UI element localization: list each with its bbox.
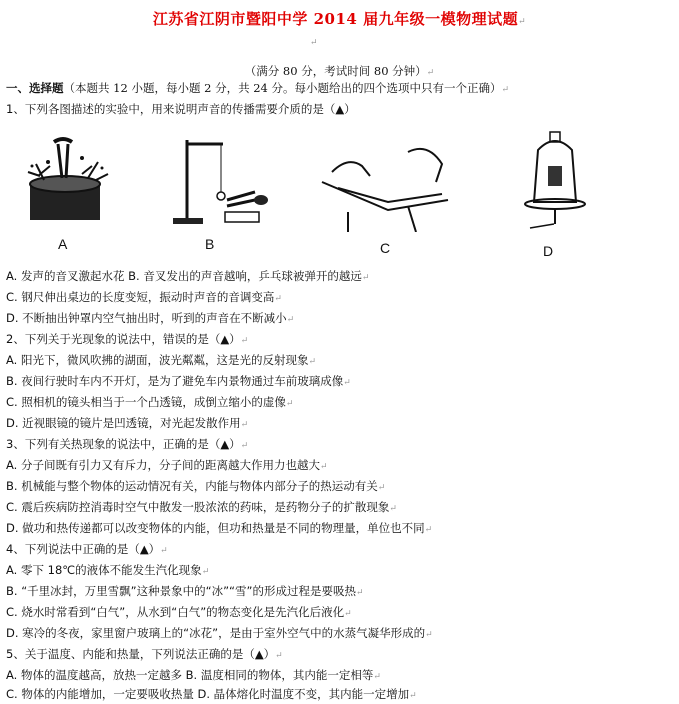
question-4-option-d <box>6 625 433 643</box>
figure-b-tuning-fork-ball <box>165 130 275 230</box>
question-3-option-a <box>6 457 328 475</box>
question-2-option-d <box>6 415 248 433</box>
paragraph-mark-icon: ↵ <box>160 546 168 556</box>
line-text: C. 钢尺伸出桌边的长度变短，振动时声音的音调变高 <box>6 290 275 304</box>
paragraph-mark-icon: ↵ <box>240 441 249 451</box>
line-text: C. 震后疾病防控消毒时空气中散发一股浓浓的药味，是药物分子的扩散现象 <box>6 500 390 514</box>
paragraph-mark-icon: ↵ <box>274 294 282 304</box>
exam-subtitle-text: （满分 80 分，考试时间 80 分钟） <box>244 64 427 78</box>
figure-label-c: C <box>380 240 391 256</box>
line-text: B. 夜间行驶时车内不开灯，是为了避免车内景物通过车前玻璃成像 <box>6 374 344 388</box>
question-5-stem <box>6 646 283 664</box>
line-text: C. 照相机的镜头相当于一个凸透镜，成倒立缩小的虚像 <box>6 395 286 409</box>
paragraph-mark-icon: ↵ <box>373 672 381 682</box>
line-text: A. 零下 18℃的液体不能发生汽化现象 <box>6 563 202 577</box>
question-4-stem <box>6 541 168 559</box>
question-5-option-ab <box>6 667 381 685</box>
bell-jar-illustration <box>520 128 590 238</box>
question-2-option-c <box>6 394 293 412</box>
figure-label-a: A <box>58 236 68 252</box>
section-instructions: （本题共 12 小题，每小题 2 分，共 24 分。每小题给出的四个选项中只有一个正确） <box>63 81 502 95</box>
line-text: D. 不断抽出钟罩内空气抽出时，听到的声音在不断减小 <box>6 311 287 325</box>
exam-title-text: 江苏省江阴市暨阳中学 2014 届九年级一模物理试题 <box>152 10 519 28</box>
paragraph-mark-icon: ↵ <box>501 85 510 95</box>
paragraph-mark-icon: ↵ <box>343 378 351 388</box>
paragraph-mark-icon: ↵ <box>275 651 283 661</box>
paragraph-mark-icon: ↵ <box>310 38 318 48</box>
question-1-stem <box>6 101 356 117</box>
line-text: 5、关于温度、内能和热量，下列说法正确的是（▲） <box>6 647 276 661</box>
line-text: A. 分子间既有引力又有斥力，分子间的距离越大作用力也越大 <box>6 458 320 472</box>
question-4-option-c <box>6 604 352 622</box>
line-text: 2、下列关于光现象的说法中，错误的是（▲） <box>6 332 241 346</box>
figure-label-b: B <box>205 236 215 252</box>
line-text: B. 机械能与整个物体的运动情况有关，内能与物体内部分子的热运动有关 <box>6 479 378 493</box>
line-text: A. 发声的音叉激起水花 B. 音叉发出的声音越响，乒乓球被弹开的越远 <box>6 269 362 283</box>
line-text: A. 阳光下，微风吹拂的湖面，波光粼粼，这是光的反射现象 <box>6 353 309 367</box>
paragraph-mark-icon: ↵ <box>201 567 210 577</box>
question-1-figures <box>0 122 679 262</box>
paragraph-mark-icon: ↵ <box>389 504 397 514</box>
line-text: D. 近视眼镜的镜片是凹透镜，对光起发散作用 <box>6 416 241 430</box>
paragraph-mark-icon: ↵ <box>425 630 433 640</box>
line-text: C. 物体的内能增加，一定要吸收热量 D. 晶体熔化时温度不变，其内能一定增加 <box>6 687 410 701</box>
paragraph-mark-icon: ↵ <box>319 462 328 472</box>
question-3-option-b <box>6 478 385 496</box>
question-1-option-ab <box>6 268 369 286</box>
question-2-option-b <box>6 373 351 391</box>
question-3-option-c <box>6 499 397 517</box>
line-text: 3、下列有关热现象的说法中，正确的是（▲） <box>6 437 241 451</box>
line-text: B. “千里冰封，万里雪飘”这种景象中的“冰”“雪”的形成过程是要吸热 <box>6 584 356 598</box>
exam-subtitle <box>0 63 679 79</box>
paragraph-mark-icon: ↵ <box>308 357 317 367</box>
steel-ruler-illustration <box>318 142 458 232</box>
question-3-option-d <box>6 520 432 538</box>
section-title: 一、选择题 <box>6 81 64 95</box>
question-3-stem <box>6 436 248 454</box>
paragraph-mark-icon: ↵ <box>518 17 527 27</box>
line-text: D. 寒冷的冬夜，家里窗户玻璃上的“冰花”，是由于室外空气中的水蒸气凝华形成的 <box>6 626 426 640</box>
paragraph-mark-icon: ↵ <box>240 336 249 346</box>
paragraph-mark-icon: ↵ <box>240 420 249 430</box>
question-2-stem <box>6 331 248 349</box>
figure-label-d: D <box>543 243 554 259</box>
question-4-option-a <box>6 562 209 580</box>
figure-c-steel-ruler <box>318 142 458 232</box>
tuning-fork-ball-illustration <box>165 130 275 230</box>
line-text: 1、下列各图描述的实验中，用来说明声音的传播需要介质的是（▲） <box>6 102 356 116</box>
paragraph-mark-icon: ↵ <box>377 483 386 493</box>
paragraph-mark-icon: ↵ <box>424 525 433 535</box>
line-text: A. 物体的温度越高，放热一定越多 B. 温度相同的物体，其内能一定相等 <box>6 668 374 682</box>
paragraph-mark-icon: ↵ <box>426 68 435 78</box>
line-text: C. 烧水时常看到“白气”，从水到“白气”的物态变化是先汽化后液化 <box>6 605 345 619</box>
section-heading <box>6 80 509 98</box>
line-text: 4、下列说法中正确的是（▲） <box>6 542 161 556</box>
question-2-option-a <box>6 352 316 370</box>
question-4-option-b <box>6 583 364 601</box>
figure-a-tuning-fork-water <box>18 136 118 226</box>
paragraph-mark-icon: ↵ <box>344 609 352 619</box>
tuning-fork-water-illustration <box>18 136 118 226</box>
question-5-option-cd <box>6 686 417 704</box>
line-text: D. 做功和热传递都可以改变物体的内能，但功和热量是不同的物理量，单位也不同 <box>6 521 425 535</box>
paragraph-mark-icon: ↵ <box>361 273 370 283</box>
paragraph-mark-icon: ↵ <box>286 315 295 325</box>
question-1-option-d <box>6 310 294 328</box>
paragraph-mark-icon: ↵ <box>285 399 294 409</box>
question-1-option-c <box>6 289 282 307</box>
exam-title <box>0 8 679 29</box>
paragraph-mark-icon: ↵ <box>409 691 417 701</box>
figure-d-bell-jar <box>520 128 590 238</box>
paragraph-mark-icon: ↵ <box>355 588 364 598</box>
